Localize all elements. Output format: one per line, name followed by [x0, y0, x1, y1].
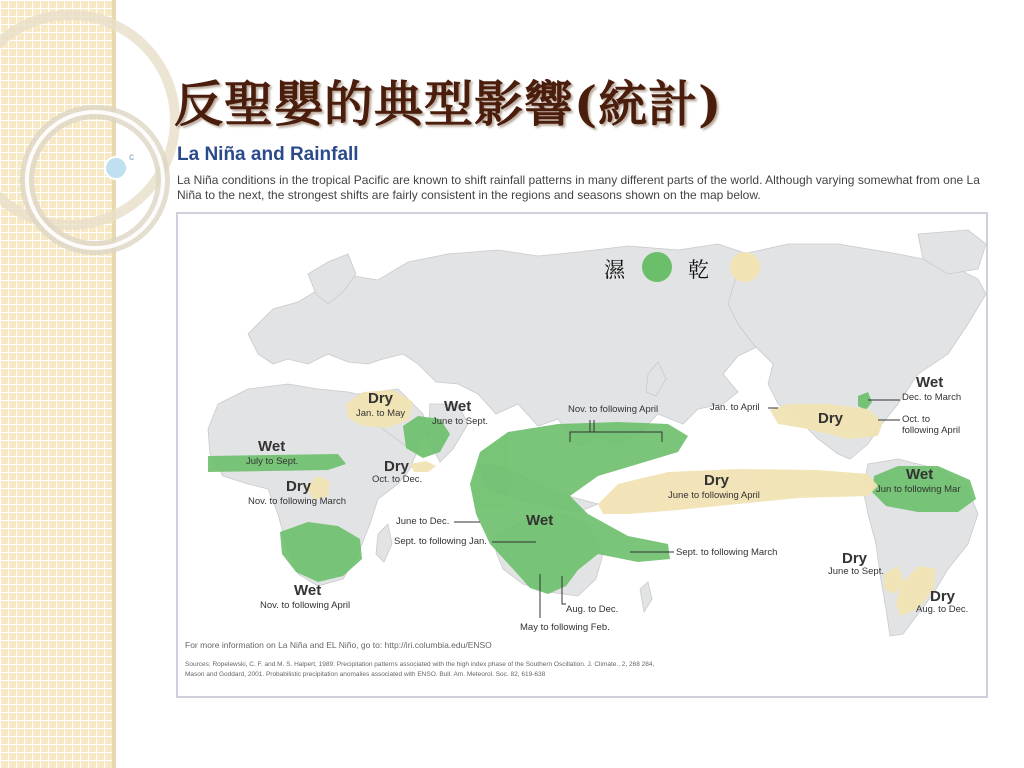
legend-dry-swatch: [730, 252, 760, 282]
sources-line-2: Mason and Goddard, 2001. Probabilistic precipitation anomalies associated with ENSO. Bull. Am. Meteorol. Soc. 82, 619-638: [185, 671, 546, 678]
ohio-valley-season-label: Dec. to March: [902, 392, 962, 403]
callout-sept-march: Sept. to following March: [676, 547, 778, 558]
callout-nov-april: Nov. to following April: [568, 404, 659, 415]
maritime-type-label: Wet: [526, 512, 554, 529]
brazil-season-label: June to Sept.: [828, 566, 884, 577]
figure-heading: La Niña and Rainfall: [177, 144, 359, 165]
svg-text:c: c: [129, 152, 134, 163]
east-africa-season-label: Nov. to following March: [248, 496, 347, 507]
argentina-type-label: Dry: [930, 588, 956, 605]
callout-june-dec: June to Dec.: [396, 516, 450, 527]
legend-wet-label: 濕: [604, 258, 625, 282]
ohio-valley-type-label: Wet: [916, 374, 944, 391]
more-info-text: For more information on La Niña and EL Niño, go to: http://iri.columbia.edu/ENSO: [185, 640, 492, 650]
sahel-season-label: July to Sept.: [246, 456, 299, 467]
sri-lanka-type-label: Dry: [384, 458, 410, 475]
sources-line-1: Sources: Ropelewski, C. F. and M. S. Halpert, 1989: Precipitation patterns associated with the high index phase of the Southern Oscillation. J. Climate., 2, 268 284,: [185, 661, 655, 668]
nsa-type-label: Wet: [906, 466, 934, 483]
region-sri-lanka-dry: [410, 461, 436, 472]
east-africa-type-label: Dry: [286, 478, 312, 495]
central-pacific-season-label: June to following April: [668, 490, 760, 501]
south-africa-type-label: Wet: [294, 582, 322, 599]
rainfall-map: [176, 212, 988, 698]
figure-intro-text: La Niña conditions in the tropical Pacific are known to shift rainfall patterns in many different parts of the world. Although varying somewhat from one La Niña to the next, the strongest shifts are fairly consistent in the regions and seasons shown on the map below.: [177, 173, 980, 202]
callout-sept-jan: Sept. to following Jan.: [394, 536, 487, 547]
callout-may-feb: May to following Feb.: [520, 622, 610, 633]
madagascar: [376, 524, 392, 562]
south-africa-season-label: Nov. to following April: [260, 600, 351, 611]
sri-lanka-season-label: Oct. to Dec.: [372, 474, 423, 485]
slide-title: 反聖嬰的典型影響(統計): [174, 75, 723, 133]
southern-us-type-label: Dry: [818, 410, 844, 427]
sahel-type-label: Wet: [258, 438, 286, 455]
callout-aug-dec: Aug. to Dec.: [566, 604, 619, 615]
brazil-type-label: Dry: [842, 550, 868, 567]
callout-jan-april: Jan. to April: [710, 402, 760, 413]
middle-east-type-label: Dry: [368, 390, 394, 407]
india-season-label: June to Sept.: [432, 416, 488, 427]
legend-wet-swatch: [642, 252, 672, 282]
india-type-label: Wet: [444, 398, 472, 415]
nsa-season-label: Jun to following Mar: [876, 484, 961, 495]
argentina-season-label: Aug. to Dec.: [916, 604, 969, 615]
central-pacific-type-label: Dry: [704, 472, 730, 489]
decorative-bubble: [105, 157, 127, 179]
legend-dry-label: 乾: [688, 258, 709, 282]
callout-oct-april: Oct. to following April: [902, 414, 961, 436]
middle-east-season-label: Jan. to May: [356, 408, 406, 419]
new-zealand: [640, 582, 652, 612]
